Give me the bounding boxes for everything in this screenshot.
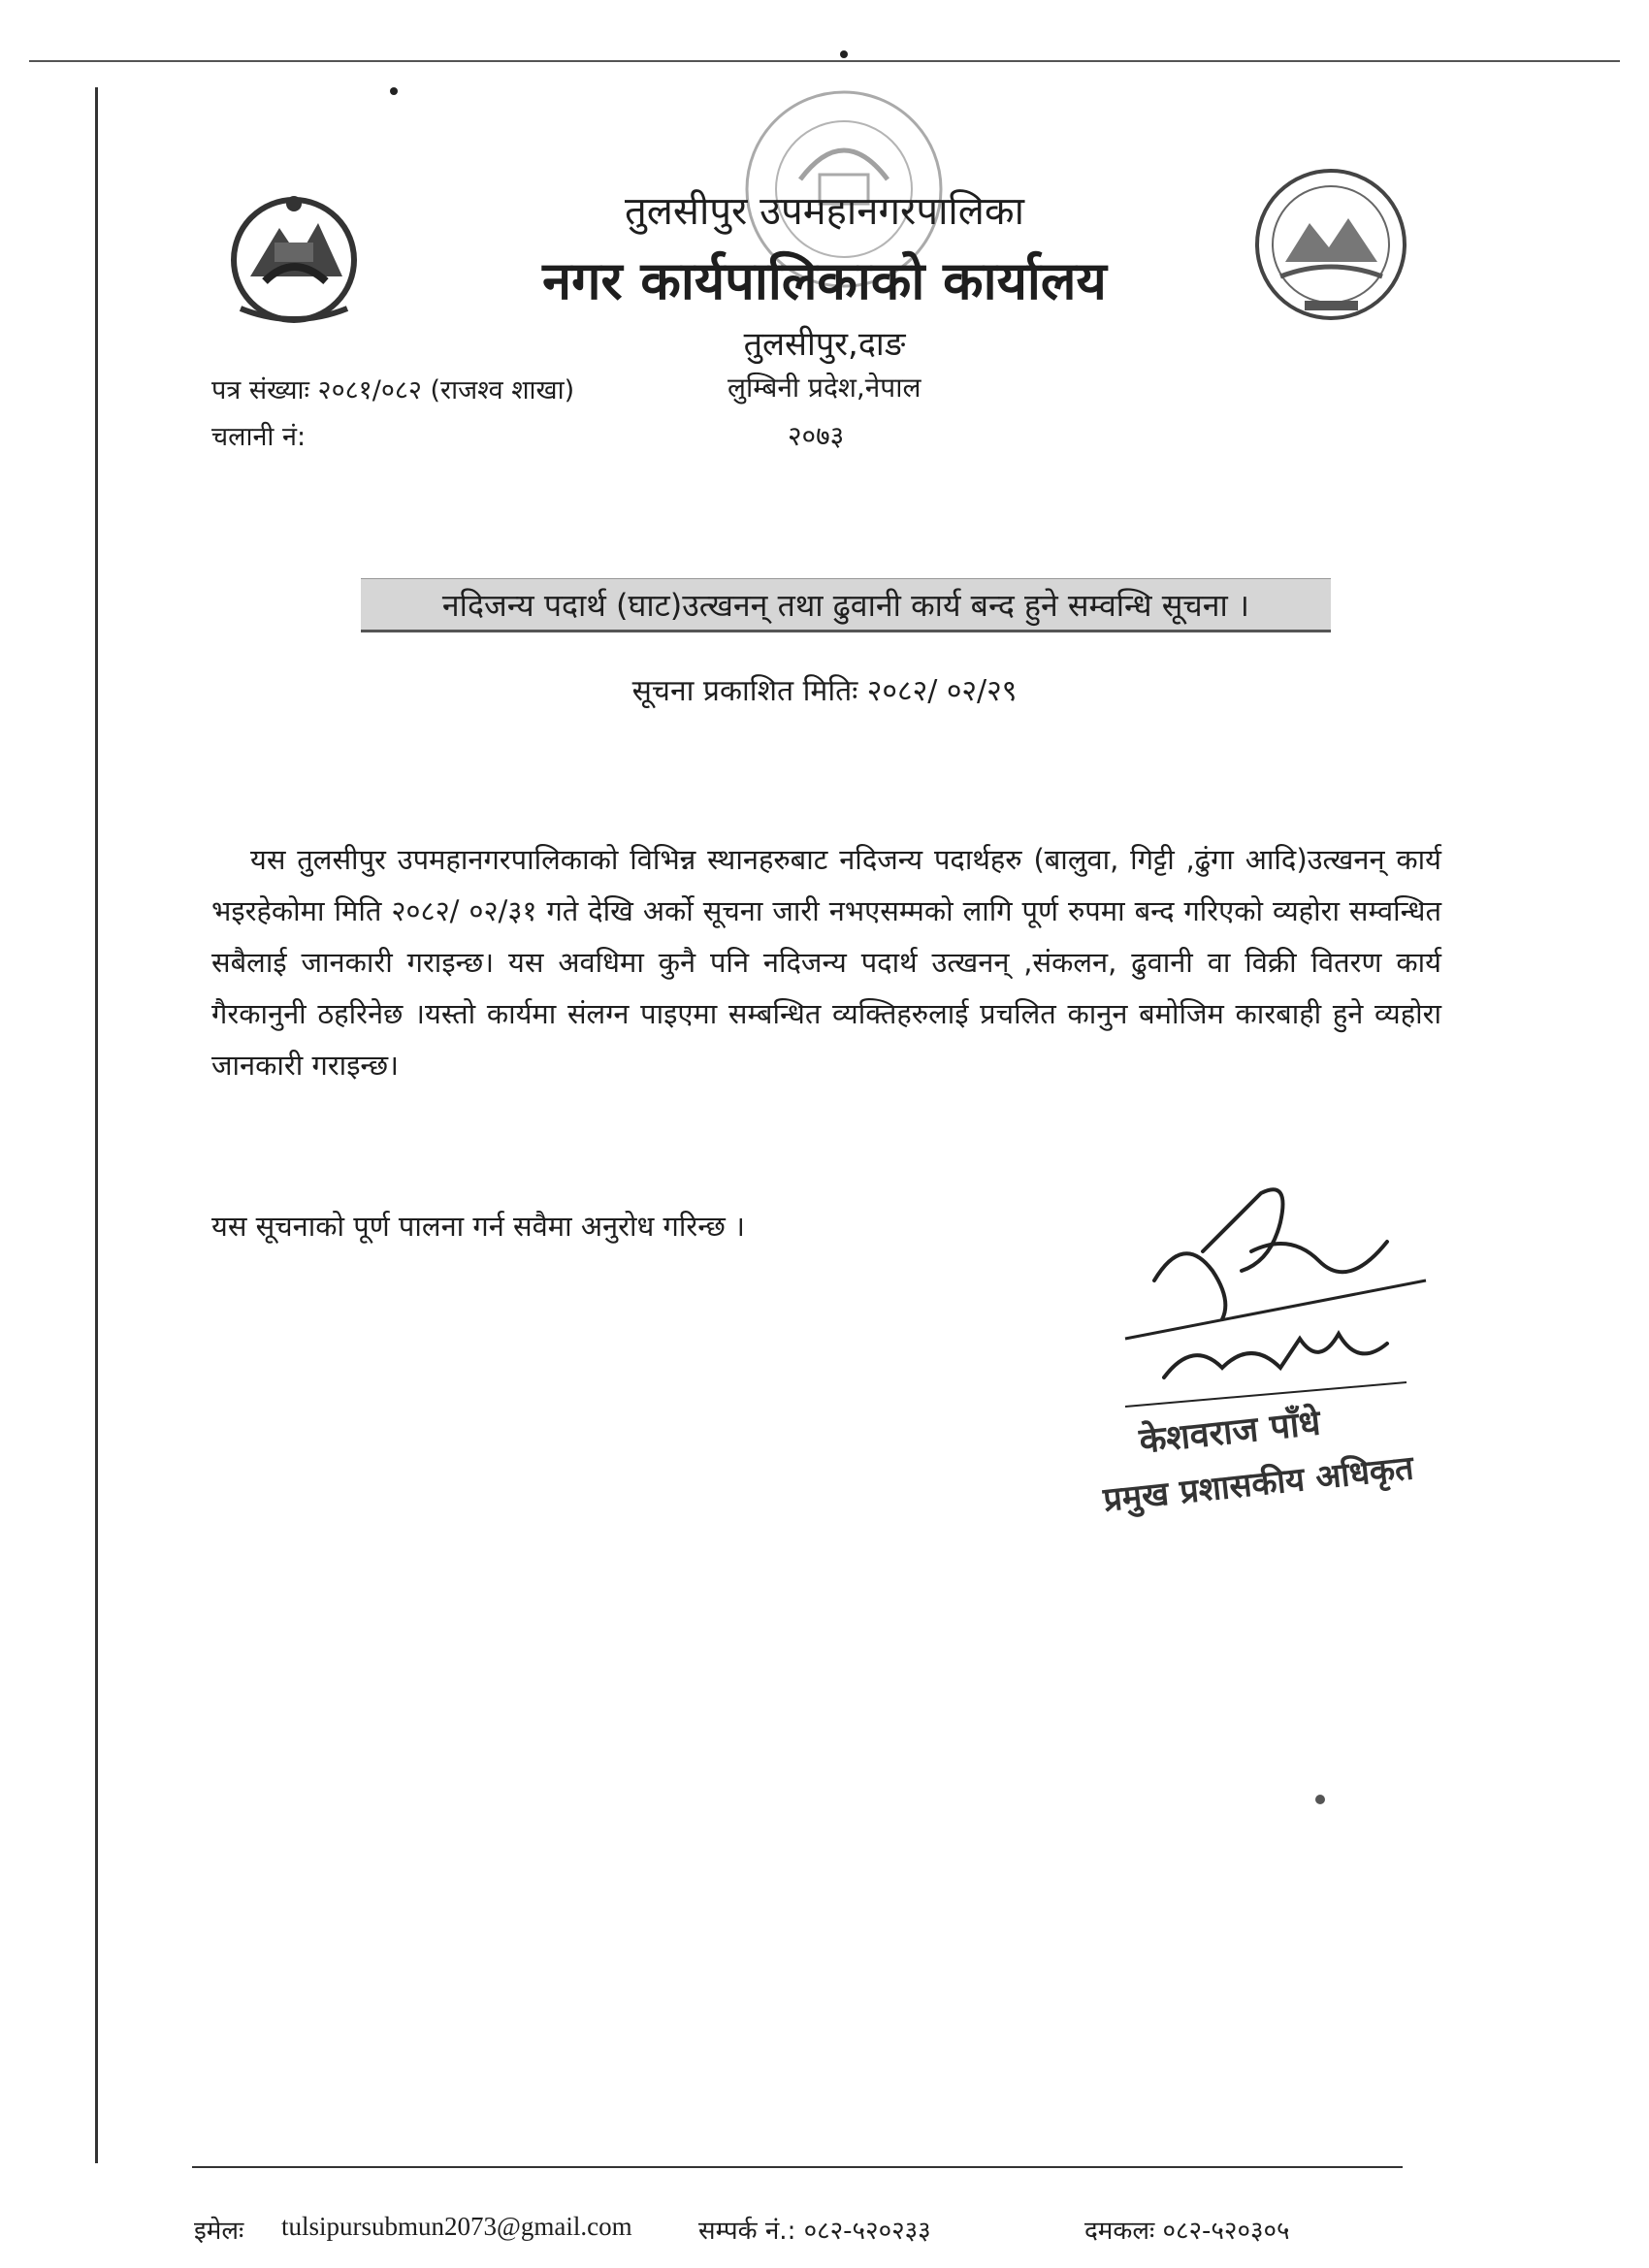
notice-subject: नदिजन्य पदार्थ (घाट)उत्खनन् तथा ढुवानी कार्य बन्द हुने सम्वन्धि सूचना । <box>441 587 1250 624</box>
contact-phone: सम्पर्क नं.: ०८२-५२०२३३ <box>698 2217 931 2246</box>
letter-reference-number: पत्र संख्याः २०८१/०८२ (राजश्व शाखा) <box>211 375 575 405</box>
scan-speck <box>840 50 848 58</box>
scan-speck <box>390 87 398 95</box>
scan-speck <box>1315 1795 1325 1804</box>
footer-divider <box>192 2166 1403 2168</box>
handwritten-signature <box>1096 1174 1436 1426</box>
top-scan-line <box>29 60 1620 62</box>
left-margin-line <box>95 87 98 2163</box>
contact-email: tulsipursubmun2073@gmail.com <box>281 2212 632 2241</box>
office-title: नगर कार्यपालिकाको कार्यालय <box>542 250 1107 311</box>
signatory-name: केशवराज पाँधे <box>1137 1403 1323 1462</box>
establishment-year: २०७३ <box>788 420 845 452</box>
municipality-name: तुलसीपुर उपमहानगरपालिका <box>625 189 1024 234</box>
office-city: तुलसीपुर,दाङ <box>743 325 906 364</box>
notice-body: यस तुलसीपुर उपमहानगरपालिकाको विभिन्न स्थानहरुबाट नदिजन्य पदार्थहरु (बालुवा, गिट्टी ,ढुंगा आदि)उत्खनन् कार्य भइरहेकोमा मिति २०८२/ ०२/३१ गते देखि अर्को सूचना जारी नभएसम्मको लागि पूर्ण रुपमा बन्द गरिएको व्यहोरा सम्वन्धित सबैलाई जानकारी गराइन्छ। यस अवधिमा कुनै पनि नदिजन्य पदार्थ उत्खनन् ,संकलन, ढुवानी वा विक्री वितरण कार्य गैरकानुनी ठहरिनेछ ।यस्तो कार्यमा संलग्न पाइएमा सम्बन्धित व्यक्तिहरुलाई प्रचलित कानुन बमोजिम कारबाही हुने व्यहोरा जानकारी गराइन्छ। <box>211 843 1441 1082</box>
office-province: लुम्बिनी प्रदेश,नेपाल <box>728 372 922 404</box>
dispatch-number: चलानी नं: <box>211 422 307 452</box>
notice-request: यस सूचनाको पूर्ण पालना गर्न सवैमा अनुरोध गरिन्छ । <box>211 1210 746 1243</box>
fire-brigade-phone: दमकलः ०८२-५२०३०५ <box>1084 2217 1290 2246</box>
signatory-title: प्रमुख प्रशासकीय अधिकृत <box>1101 1448 1416 1520</box>
email-label: इमेलः <box>194 2217 244 2246</box>
notice-published-date: सूचना प्रकाशित मितिः २०८२/ ०२/२९ <box>631 674 1018 708</box>
